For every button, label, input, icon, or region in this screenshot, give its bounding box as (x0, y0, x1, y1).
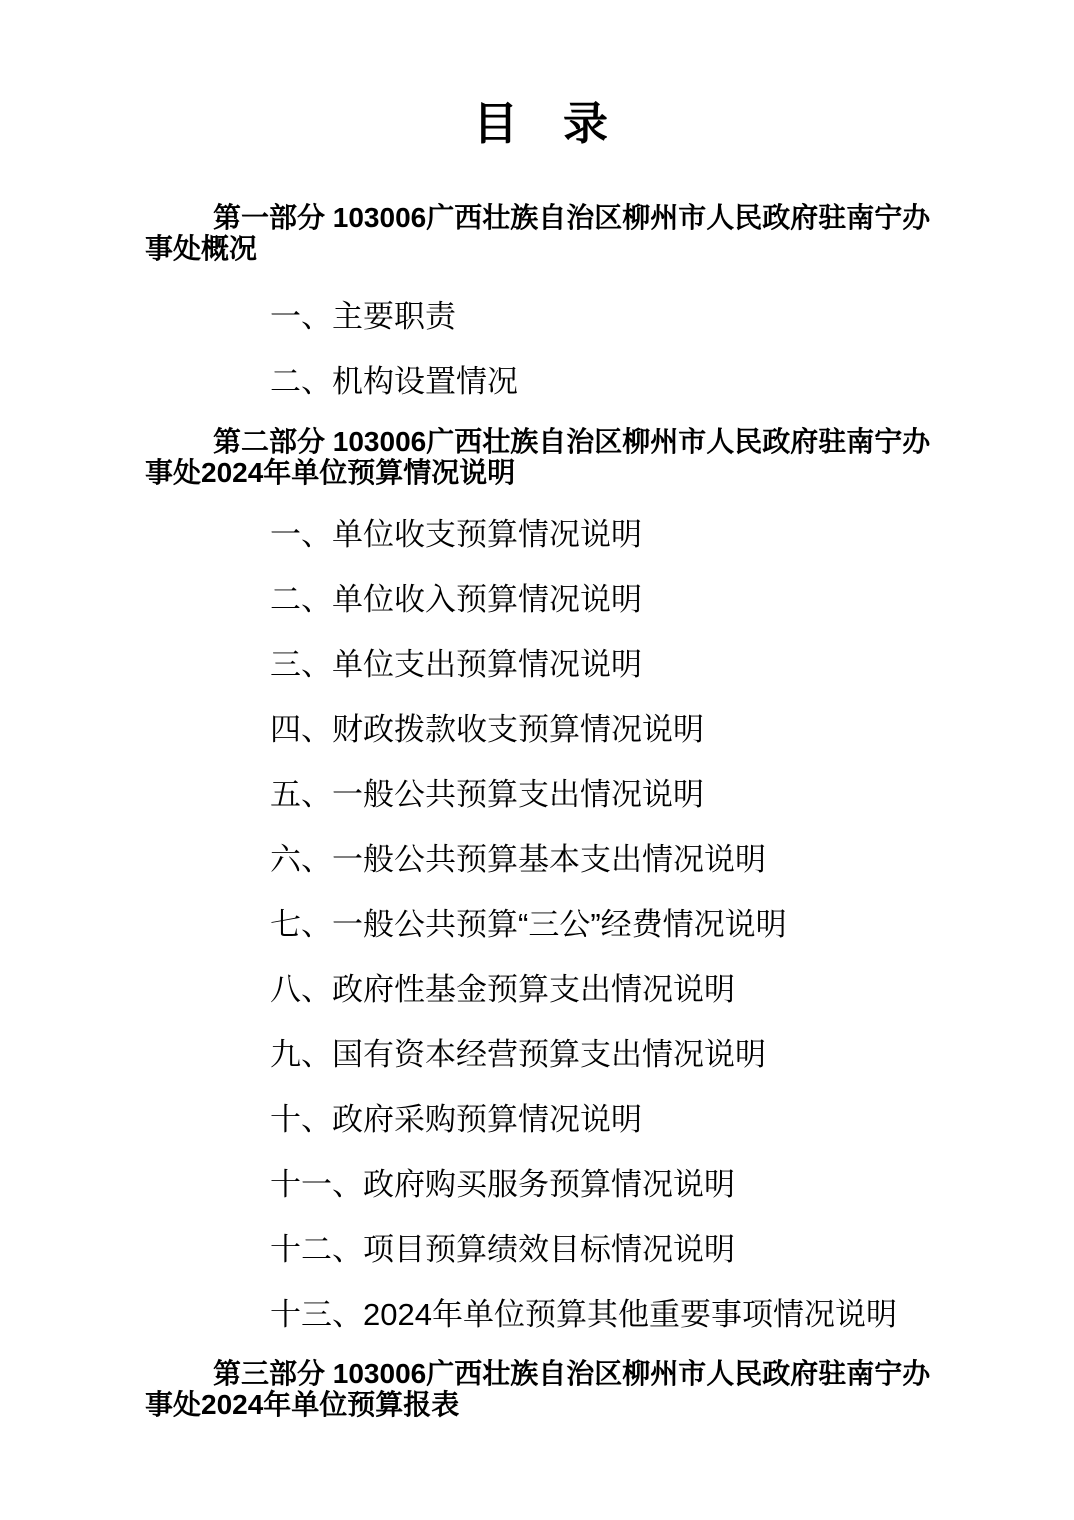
toc-item: 二、单位收入预算情况说明 (270, 582, 642, 617)
toc-item: 十二、项目预算绩效目标情况说明 (270, 1232, 735, 1267)
toc-item: 三、单位支出预算情况说明 (270, 647, 642, 682)
toc-item: 十一、政府购买服务预算情况说明 (270, 1167, 735, 1202)
toc-item: 一、主要职责 (270, 299, 456, 334)
toc-title: 目 录 (472, 98, 608, 149)
toc-item: 十、政府采购预算情况说明 (270, 1102, 642, 1137)
toc-item: 九、国有资本经营预算支出情况说明 (270, 1037, 766, 1072)
section-2-heading: 第二部分 103006广西壮族自治区柳州市人民政府驻南宁办事处2024年单位预算情况说明 (145, 426, 931, 488)
section-3-heading: 第三部分 103006广西壮族自治区柳州市人民政府驻南宁办事处2024年单位预算报表 (145, 1358, 931, 1420)
toc-item: 五、一般公共预算支出情况说明 (270, 777, 704, 812)
toc-item: 四、财政拨款收支预算情况说明 (270, 712, 704, 747)
toc-item: 六、一般公共预算基本支出情况说明 (270, 842, 766, 877)
toc-item: 十三、2024年单位预算其他重要事项情况说明 (270, 1297, 897, 1332)
toc-item: 七、一般公共预算“三公”经费情况说明 (270, 907, 787, 942)
toc-item: 二、机构设置情况 (270, 364, 518, 399)
section-1-heading: 第一部分 103006广西壮族自治区柳州市人民政府驻南宁办事处概况 (145, 202, 931, 264)
toc-item: 八、政府性基金预算支出情况说明 (270, 972, 735, 1007)
toc-item: 一、单位收支预算情况说明 (270, 517, 642, 552)
